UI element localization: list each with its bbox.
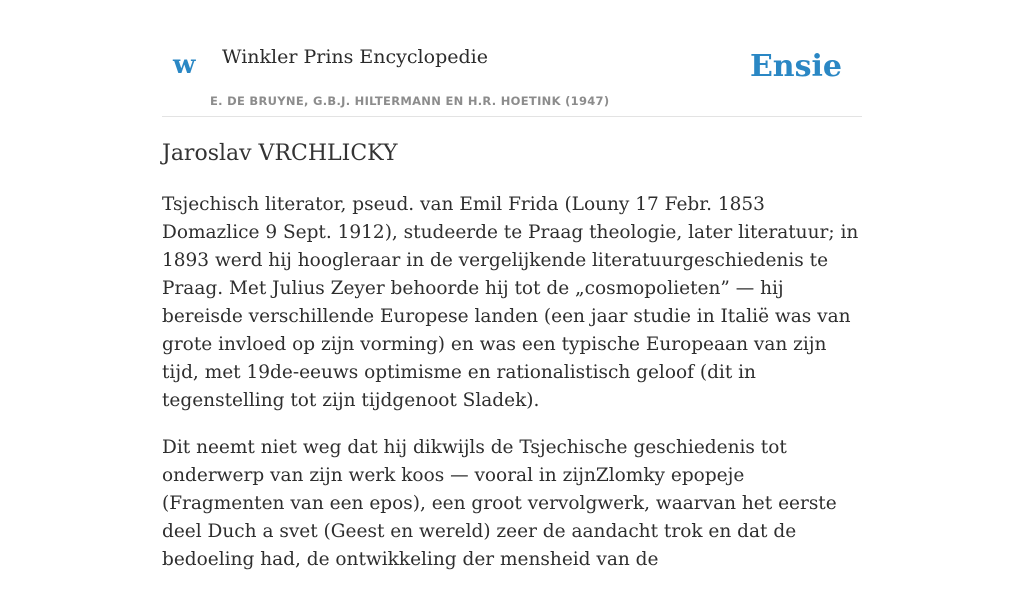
source-title[interactable]: Winkler Prins Encyclopedie bbox=[222, 46, 488, 68]
article-paragraph: Tsjechisch literator, pseud. van Emil Frida (Louny 17 Febr. 1853 Domazlice 9 Sept. 1912), studeerde te Praag theologie, later literatuur; in 1893 werd hij hoogleraar in de vergelijkende literatuurgeschiedenis te Praag. Met Julius Zeyer behoorde hij tot de „cosmopolieten” — hij bereisde verschillende Europese landen (een jaar studie in Italië was van grote invloed op zijn vorming) en was een typische Europeaan van zijn tijd, met 19de-eeuws optimisme en rationalistisch geloof (dit in tegenstelling tot zijn tijdgenoot Sladek). bbox=[162, 193, 859, 411]
ensie-logo[interactable]: Ensie bbox=[749, 49, 842, 84]
source-logo-icon[interactable]: w bbox=[173, 50, 196, 80]
source-header bbox=[162, 0, 862, 117]
article bbox=[162, 140, 862, 593]
source-authors: E. DE BRUYNE, G.B.J. HILTERMANN EN H.R. HOETINK (1947) bbox=[210, 94, 610, 108]
article-paragraph: Dit neemt niet weg dat hij dikwijls de Tsjechische geschiedenis tot onderwerp van zijn werk koos — vooral in zijnZlomky epopeje (Fragmenten van een epos), een groot vervolgwerk, waarvan het eerste deel Duch a svet (Geest en wereld) zeer de aandacht trok en dat de bedoeling had, de ontwikkeling der mensheid van de bbox=[162, 436, 837, 570]
article-title: Jaroslav VRCHLICKY bbox=[162, 141, 398, 166]
